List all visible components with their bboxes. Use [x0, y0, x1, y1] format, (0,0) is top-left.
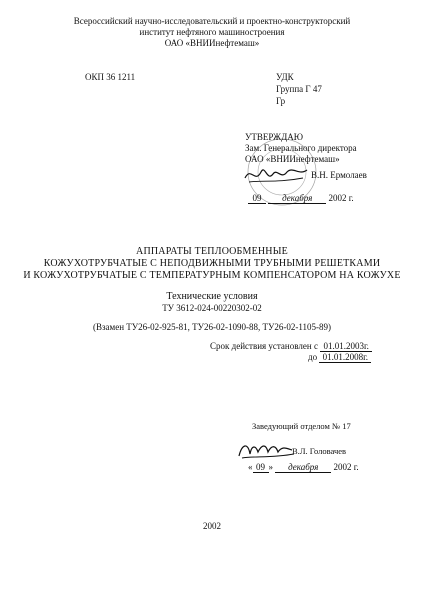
- head-date-open-quote: «: [248, 462, 253, 472]
- head-signature: [236, 438, 298, 464]
- head-date-year: 2002 г.: [333, 462, 359, 472]
- head-of-dept-title: Заведующий отделом № 17: [252, 421, 351, 431]
- approval-position-line2: ОАО «ВНИИнефтемаш»: [245, 154, 340, 164]
- validity-from-label: с: [313, 341, 318, 351]
- head-date-month: декабря: [275, 463, 331, 473]
- organization-name-line1: Всероссийский научно-исследовательский и проектно-конструкторский: [73, 16, 351, 26]
- head-date-day: 09: [253, 463, 269, 473]
- validity-label: Срок действия установлен: [210, 341, 312, 351]
- validity-to-row: [308, 352, 371, 363]
- approval-date-day: 09: [248, 194, 266, 204]
- validity-to-date: 01.01.2008г.: [319, 353, 371, 363]
- footer-year: 2002: [203, 521, 221, 531]
- approval-date: [248, 193, 354, 204]
- spec-code: ТУ 3612-024-00220302-02: [162, 303, 262, 313]
- approval-position-line1: Зам. Генерального директора: [245, 143, 357, 153]
- approval-date-month: декабря: [268, 194, 326, 204]
- gr-label: Гр: [276, 96, 286, 106]
- group-code: Группа Г 47: [276, 84, 322, 94]
- organization-name-line3: ОАО «ВНИИнефтемаш»: [164, 38, 260, 48]
- head-date: [248, 462, 359, 473]
- doc-title-line1: АППАРАТЫ ТЕПЛООБМЕННЫЕ: [136, 246, 288, 257]
- head-date-close-quote: »: [268, 462, 273, 472]
- organization-name-line2: институт нефтяного машиностроения: [139, 27, 285, 37]
- udk-label: УДК: [276, 72, 294, 82]
- approval-name: В.Н. Ермолаев: [311, 170, 367, 180]
- validity-from-row: [210, 341, 372, 352]
- spec-name: Технические условия: [166, 291, 258, 302]
- approval-date-year: 2002 г.: [328, 193, 354, 203]
- approval-title: УТВЕРЖДАЮ: [245, 132, 304, 142]
- approval-signature: [243, 162, 309, 188]
- doc-title-line2: КОЖУХОТРУБЧАТЫЕ С НЕПОДВИЖНЫМИ ТРУБНЫМИ РЕШЕТКАМИ: [43, 258, 381, 269]
- validity-to-label: до: [308, 352, 318, 362]
- spec-replaces: (Взамен ТУ26-02-925-81, ТУ26-02-1090-88, ТУ26-02-1105-89): [92, 322, 332, 332]
- doc-title-line3: И КОЖУХОТРУБЧАТЫЕ С ТЕМПЕРАТУРНЫМ КОМПЕНСАТОРОМ НА КОЖУХЕ: [23, 270, 401, 281]
- validity-from-date: 01.01.2003г.: [320, 342, 372, 352]
- head-name: В.Л. Головачев: [292, 446, 347, 456]
- okp-code: ОКП 36 1211: [85, 72, 136, 82]
